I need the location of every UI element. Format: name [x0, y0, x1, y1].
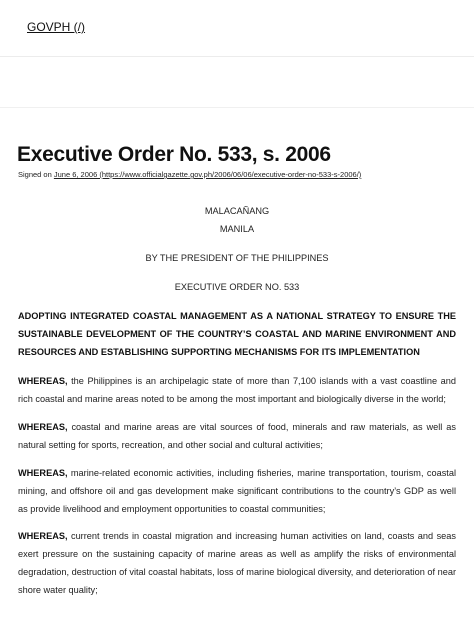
- clause-text: current trends in coastal migration and increasing human activities on land, coasts and seas exert pressure on the sustaining capacity of marine areas as well as amplify the risks of environmental degradation, destruction of vital coastal habitats, loss of marine biological diversity, and deterioration of near shore water quality;: [18, 531, 457, 595]
- govph-home-link[interactable]: GOVPH (/): [27, 20, 86, 34]
- signed-date-line: [18, 170, 361, 179]
- clause-text: the Philippines is an archipelagic state of more than 7,100 islands with a vast coastline and rich coastal and marine areas noted to be among the most important and biologically diverse in the world;: [18, 376, 456, 404]
- place-malacanang: MALACAÑANG: [204, 206, 270, 216]
- whereas-clause: [18, 464, 456, 518]
- issuing-authority: BY THE PRESIDENT OF THE PHILIPPINES: [145, 253, 329, 263]
- top-bar: [0, 0, 474, 57]
- order-heading: ADOPTING INTEGRATED COASTAL MANAGEMENT AS A NATIONAL STRATEGY TO ENSURE THE SUSTAINABLE DEVELOPMENT OF THE COUNTRY’S COASTAL AND MARINE ENVIRONMENT AND RESOURCES AND ESTABLISHING SUPPORTING MECHANISMS FOR ITS IMPLEMENTATION: [18, 311, 456, 357]
- clause-keyword: WHEREAS,: [18, 422, 68, 432]
- clause-text: coastal and marine areas are vital sources of food, minerals and raw materials, as well as natural setting for sports, recreation, and other social and cultural activities;: [18, 422, 456, 450]
- navigation-band: [0, 57, 474, 108]
- gazette-source-link[interactable]: June 6, 2006 (https://www.officialgazette.gov.ph/2006/06/06/executive-order-no-533-s-2006/): [53, 170, 362, 179]
- clause-keyword: WHEREAS,: [18, 376, 68, 386]
- whereas-clause: [18, 527, 456, 599]
- order-number: EXECUTIVE ORDER NO. 533: [174, 282, 300, 292]
- clause-keyword: WHEREAS,: [18, 531, 68, 541]
- clause-keyword: WHEREAS,: [18, 468, 68, 478]
- whereas-clause: [18, 372, 456, 408]
- page-title: Executive Order No. 533, s. 2006: [17, 143, 331, 166]
- place-manila: MANILA: [219, 224, 255, 234]
- clause-text: marine-related economic activities, including fisheries, marine transportation, tourism, coastal mining, and offshore oil and gas development make significant contributions to the country’s GDP as well as provide livelihood and employment opportunities to coastal communities;: [18, 468, 456, 514]
- signed-prefix: Signed on: [18, 170, 52, 179]
- whereas-clause: [18, 418, 456, 454]
